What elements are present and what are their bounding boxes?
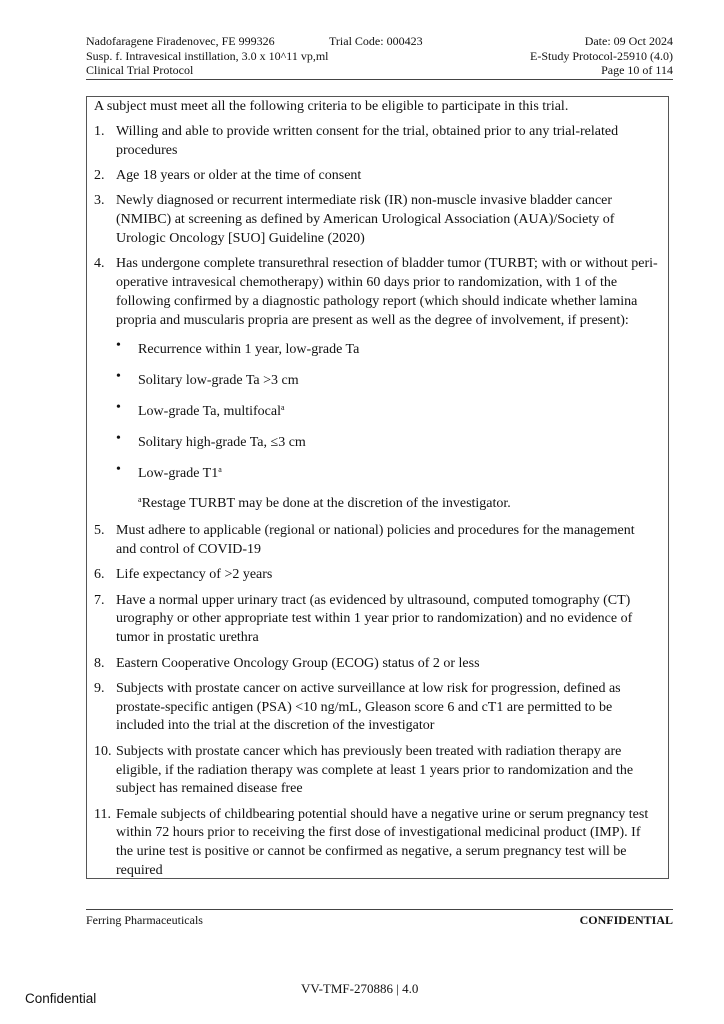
criterion-item [87,192,670,248]
page-number: Page 10 of 114 [601,63,673,77]
criterion-text: Subjects with prostate cancer on active surveillance at low risk for progression, defined as prostate-specific antigen (PSA) <10 ng/mL, Gleason score 6 and cT1 are permitted to be included into the trial at the discretion of the investigator [116,680,621,734]
criterion-number: 9. [94,680,105,696]
footnote-marker: a [138,495,142,505]
product-name: Nadofaragene Firadenovec, FE 999326 [86,34,275,48]
criterion-number: 11. [94,806,111,822]
criteria-list [87,123,670,887]
criterion-number: 3. [94,193,105,209]
footer-divider [86,909,673,910]
criterion-item [87,566,670,585]
footnote-marker: a [218,464,222,474]
inclusion-criteria-box [86,96,669,879]
protocol-id: E-Study Protocol-25910 (4.0) [530,48,673,63]
criterion-item [87,255,670,514]
criterion-text: Eastern Cooperative Oncology Group (ECOG) status of 2 or less [116,655,480,671]
confidentiality-label: CONFIDENTIAL [579,913,673,927]
sub-bullet: • Low-grade T1$^a$ [116,461,222,481]
bullet-icon: • [116,338,121,354]
criterion-number: 5. [94,523,105,539]
trial-code: Trial Code: 000423 [329,34,423,48]
bullet-icon: • [116,461,121,477]
criterion-item [87,680,670,736]
criterion-text: Newly diagnosed or recurrent intermediate risk (IR) non-muscle invasive bladder cancer (NMIBC) at screening as defined by American Urological Association (AUA)/Society of Urologic Oncology [SUO] Guideline (2020) [116,193,615,246]
sub-bullet: • Recurrence within 1 year, low-grade Ta [116,338,360,358]
criterion-text: Willing and able to provide written consent for the trial, obtained prior to any trial-related procedures [116,124,619,158]
criterion-number: 2. [94,168,105,184]
criterion-text: Female subjects of childbearing potential should have a negative urine or serum pregnancy test within 72 hours prior to receiving the first dose of investigational medicinal product (IMP). If the urine test is positive or cannot be confirmed as negative, a serum pregnancy test will be required [116,806,649,878]
criterion-item [87,806,670,881]
formulation: Susp. f. Intravesical instillation, 3.0 x 10^11 vp,ml [86,48,329,63]
criteria-intro: A subject must meet all the following criteria to be eligible to participate in this trial. [94,99,569,114]
bullet-icon: • [116,369,121,385]
footnote: $^a$Restage TURBT may be done at the discretion of the investigator. [138,495,511,512]
footnote-marker: a [281,403,285,413]
criterion-item [87,655,670,674]
document-date: Date: 09 Oct 2024 [584,34,673,48]
criterion-number: 4. [94,256,105,272]
confidential-watermark: Confidential [25,991,97,1006]
document-id: VV-TMF-270886 | 4.0 [301,981,419,996]
sub-bullet: • Solitary high-grade Ta, ≤3 cm [116,430,306,450]
page-header [86,34,673,78]
header-divider [86,79,673,80]
company-name: Ferring Pharmaceuticals [86,913,203,927]
sub-bullet: • Low-grade Ta, multifocal$^a$ [116,400,285,420]
criterion-number: 7. [94,592,105,608]
criterion-text: Life expectancy of >2 years [116,567,273,583]
criterion-number: 1. [94,124,105,139]
bullet-icon: • [116,400,121,416]
criterion-item [87,522,670,560]
sub-bullet: • Solitary low-grade Ta >3 cm [116,369,299,389]
criterion-text: Must adhere to applicable (regional or national) policies and procedures for the management and control of COVID-19 [116,523,635,558]
criterion-text: Has undergone complete transurethral resection of bladder tumor (TURBT; with or without peri-operative intravesical chemotherapy) within 60 days prior to randomization, with 1 of the following confirmed by a diagnostic pathology report (which should indicate whether lamina propria and muscularis propria are present as well as the degree of involvement, if present): [116,256,658,328]
criterion-text: Age 18 years or older at the time of consent [116,168,362,184]
criterion-number: 8. [94,655,105,671]
criterion-item [87,167,670,186]
criterion-number: 10. [94,743,112,759]
criterion-text: Subjects with prostate cancer which has previously been treated with radiation therapy are eligible, if the radiation therapy was complete at least 1 years prior to randomization and the subject has remained disease free [116,743,634,797]
criterion-item [87,592,670,648]
criterion-item [87,743,670,799]
bullet-icon: • [116,430,121,446]
document-type: Clinical Trial Protocol [86,63,194,77]
criterion-number: 6. [94,567,105,583]
criterion-text: Have a normal upper urinary tract (as evidenced by ultrasound, computed tomography (CT) urography or other appropriate test within 1 year prior to randomization) and no evidence of tumor in prostatic urethra [116,592,633,646]
pathology-sublist [116,337,658,514]
criterion-item [87,123,670,161]
